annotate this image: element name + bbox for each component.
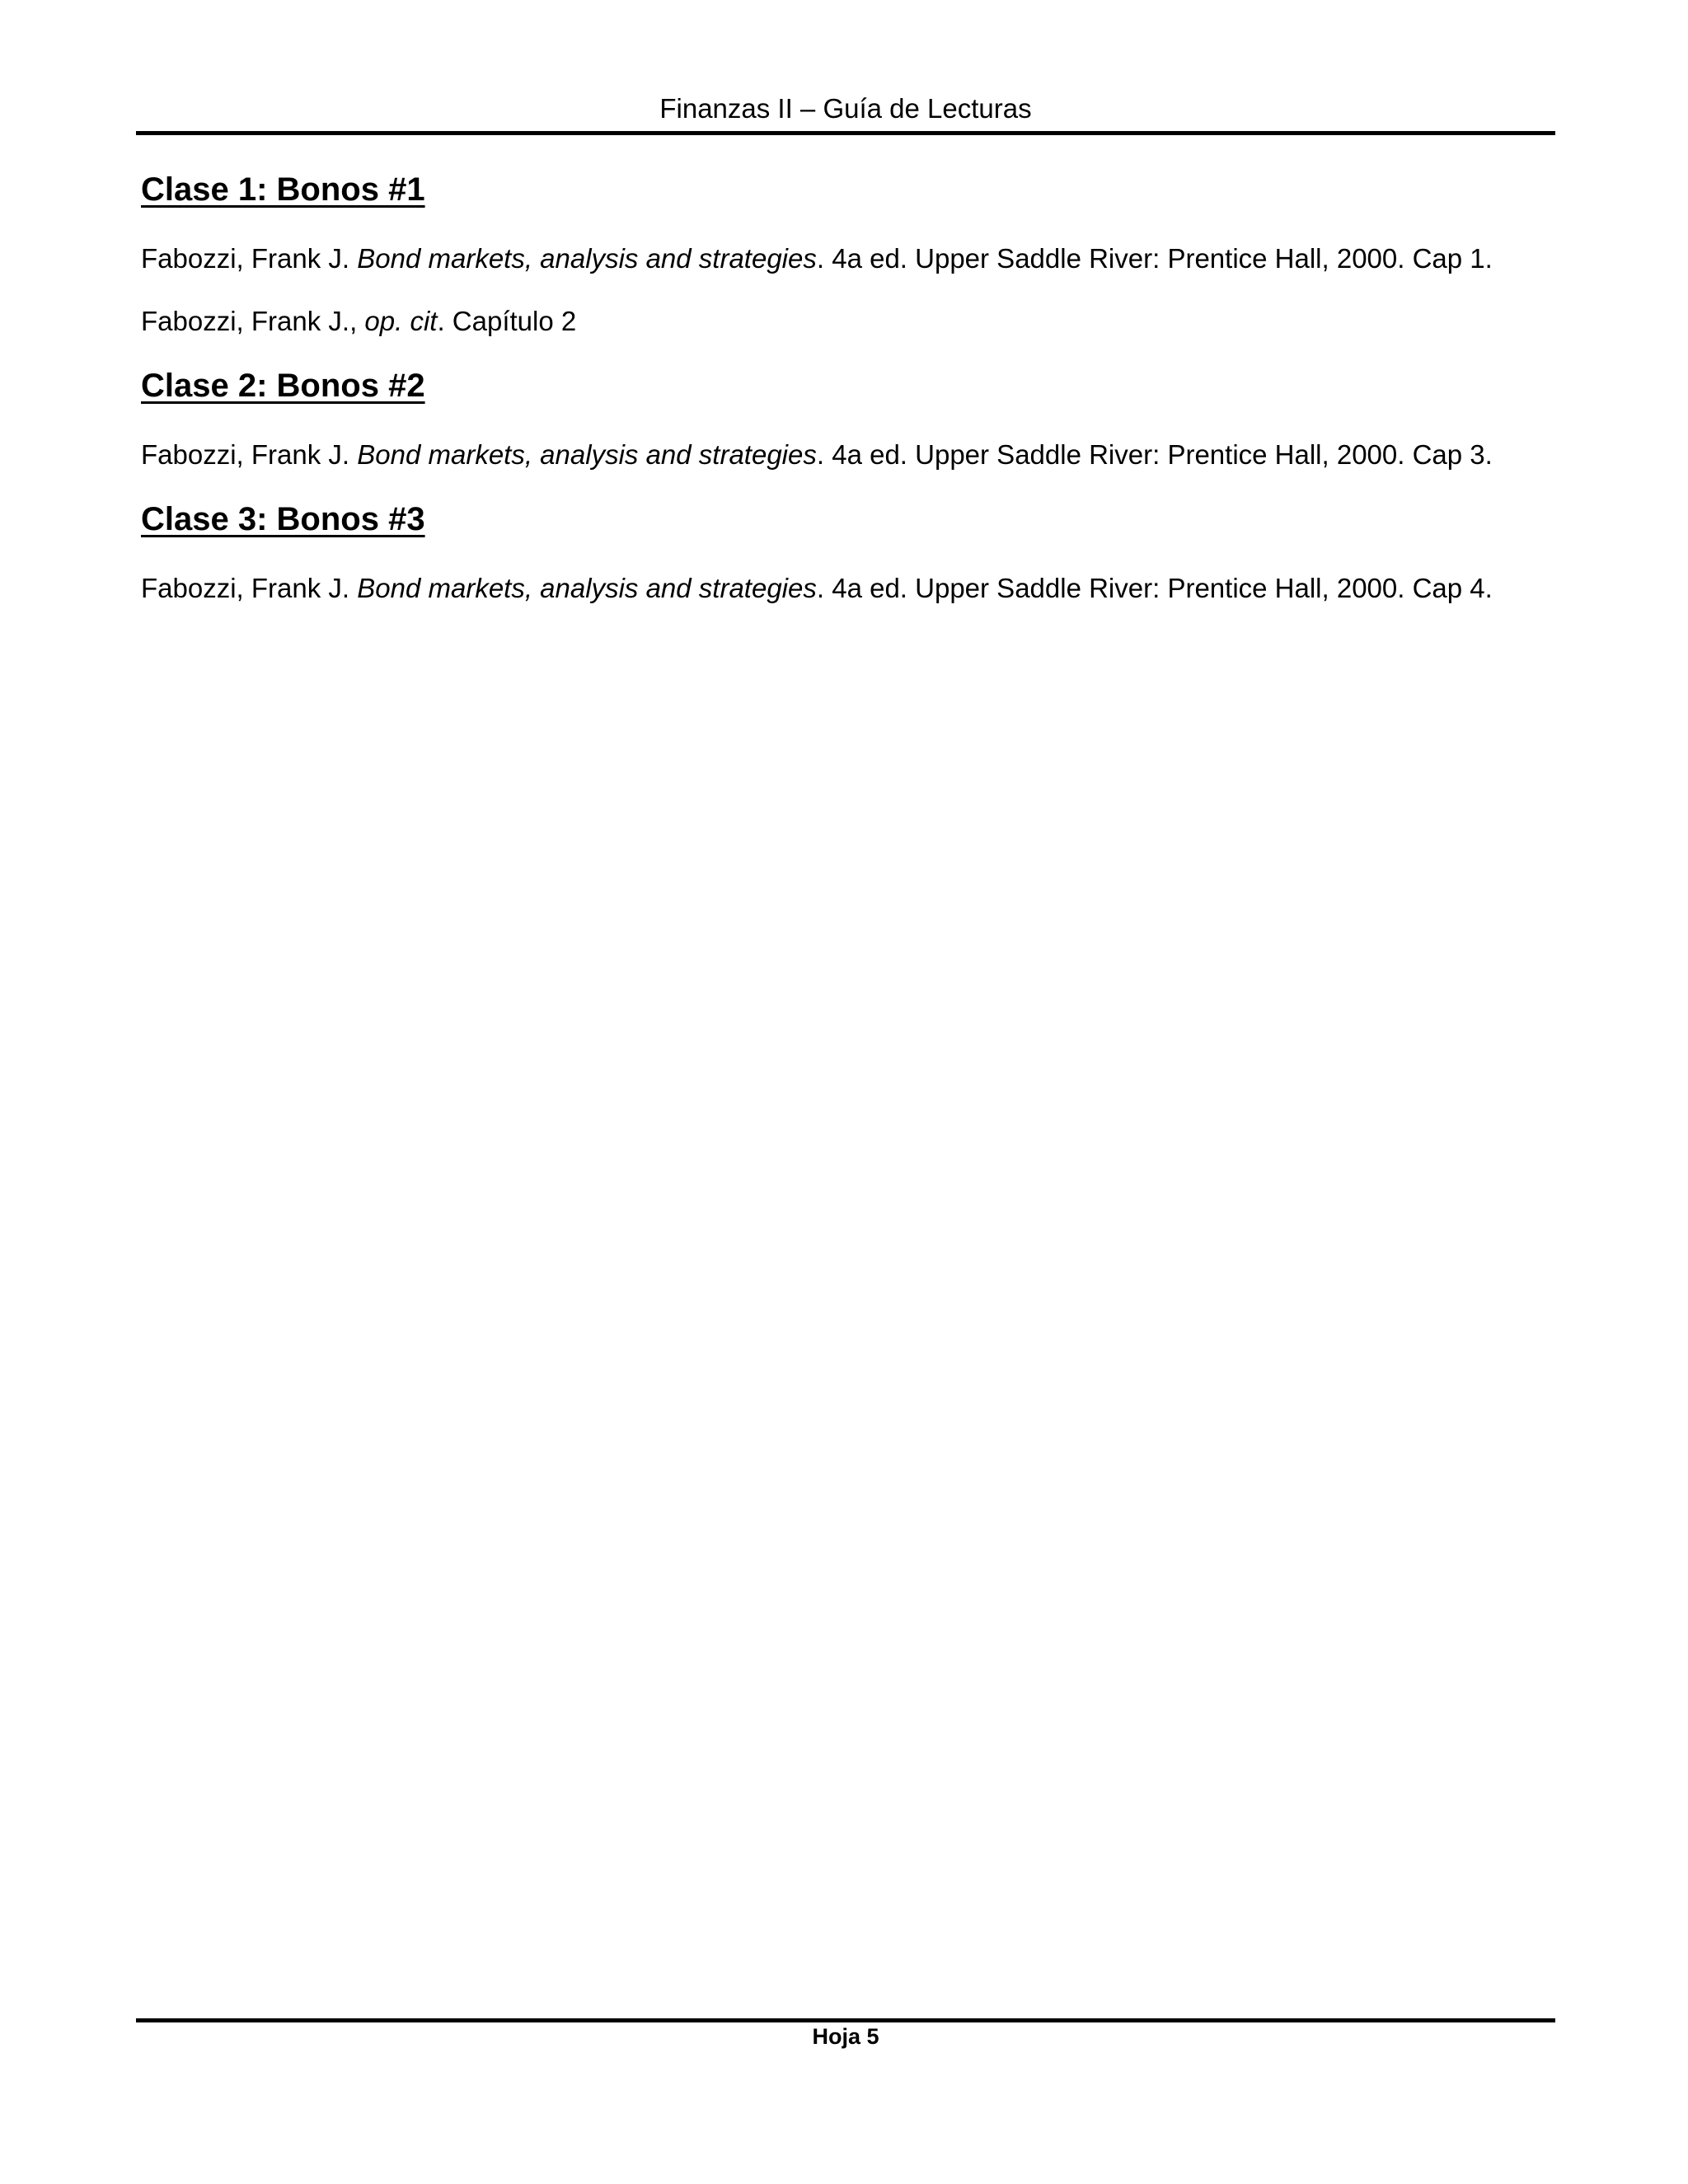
reference-clase-3-1 [141,572,1493,605]
reference-author: Fabozzi, Frank J. [141,573,358,603]
reference-title: Bond markets, analysis and strategies [357,439,817,470]
reference-details: . 4a ed. Upper Saddle River: Prentice Hall, 2000. Cap 3. [816,439,1493,470]
reference-details: . Capítulo 2 [437,306,577,336]
reference-clase-1-2 [141,305,576,338]
reference-details: . 4a ed. Upper Saddle River: Prentice Hall, 2000. Cap 1. [816,243,1493,274]
reference-title: Bond markets, analysis and strategies [357,573,817,603]
reference-clase-2-1 [141,438,1493,471]
page-header: Finanzas II – Guía de Lecturas [659,93,1032,124]
reference-author: Fabozzi, Frank J. [141,243,358,274]
page-number: Hoja 5 [812,2024,879,2049]
reference-author: Fabozzi, Frank J. [141,439,358,470]
reference-clase-1-1 [141,242,1493,275]
reference-title: op. cit [364,306,438,336]
header-rule [136,131,1555,135]
reference-author: Fabozzi, Frank J., [141,306,365,336]
reference-details: . 4a ed. Upper Saddle River: Prentice Hall, 2000. Cap 4. [816,573,1493,603]
reference-title: Bond markets, analysis and strategies [357,243,817,274]
section-heading-clase-1: Clase 1: Bonos #1 [141,171,425,208]
section-heading-clase-2: Clase 2: Bonos #2 [141,368,425,404]
section-heading-clase-3: Clase 3: Bonos #3 [141,501,425,537]
